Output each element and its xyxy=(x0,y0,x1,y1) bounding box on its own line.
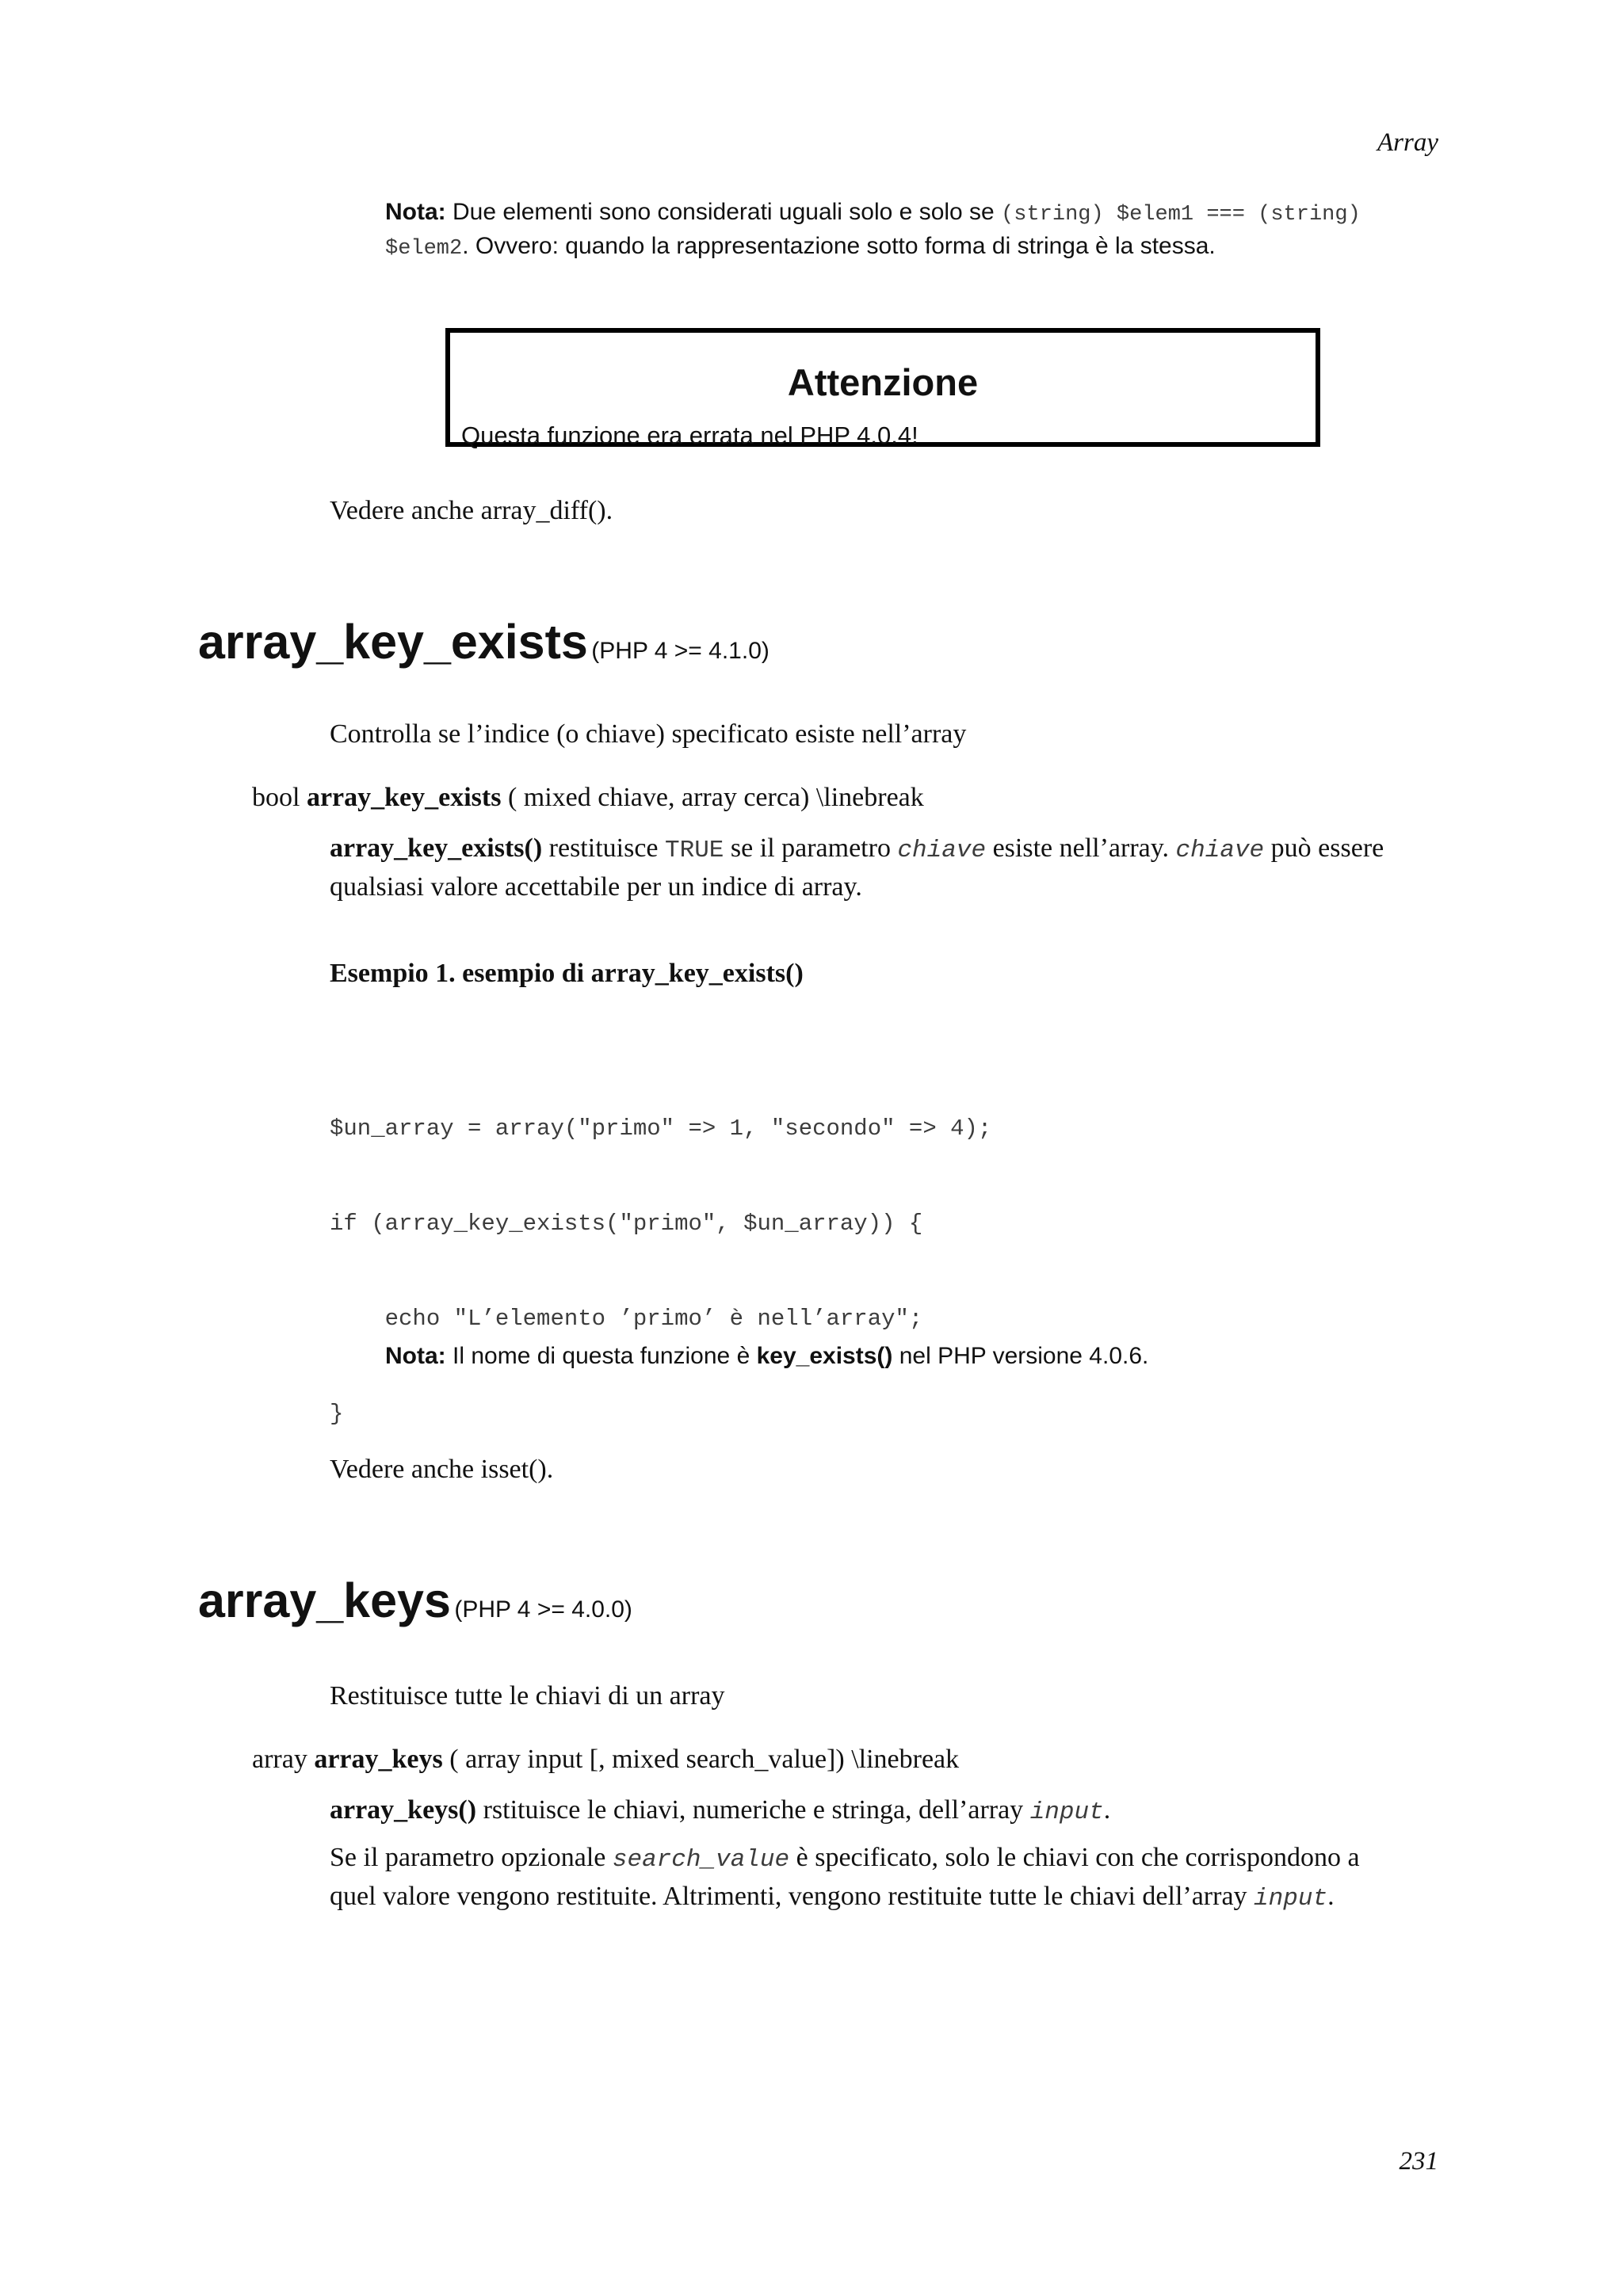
desc-text: . xyxy=(1103,1795,1111,1825)
desc-parameter: chiave xyxy=(1175,837,1265,864)
example-title: Esempio 1. esempio di array_key_exists() xyxy=(330,959,804,988)
synopsis-params: ( array input [, mixed search_value]) \linebreak xyxy=(449,1745,960,1774)
function-description xyxy=(330,830,1384,906)
desc-parameter: chiave xyxy=(897,837,987,864)
desc-text: può essere xyxy=(1270,833,1384,863)
desc-parameter: search_value xyxy=(612,1846,790,1874)
note-line-2 xyxy=(385,231,1361,265)
function-synopsis xyxy=(252,783,924,813)
desc-text: esiste nell’array. xyxy=(992,833,1170,863)
note-code: (string) $elem1 === (string) xyxy=(1001,203,1361,227)
code-line: echo "L’elemento ’primo’ è nell’array"; xyxy=(330,1306,923,1332)
desc-text: rstituisce le chiavi, numeriche e stringa, dell’array xyxy=(483,1795,1024,1825)
see-also-array-diff: Vedere anche array_diff(). xyxy=(330,496,613,525)
description-line-2 xyxy=(330,1878,1360,1917)
description-line-1 xyxy=(330,830,1384,869)
synopsis-return-type: array xyxy=(252,1745,307,1774)
function-name: array_keys xyxy=(198,1573,451,1627)
desc-text: se il parametro xyxy=(730,833,891,863)
desc-parameter: input xyxy=(1029,1798,1104,1826)
description-line-2: qualsiasi valore accettabile per un indice di array. xyxy=(330,872,862,902)
description-line-1 xyxy=(330,1840,1360,1878)
desc-text: restituisce xyxy=(548,833,659,863)
note-code: $elem2 xyxy=(385,237,463,261)
synopsis-function-name: array_keys xyxy=(314,1745,443,1774)
see-also-isset: Vedere anche isset(). xyxy=(330,1455,554,1484)
synopsis-params: ( mixed chiave, array cerca) \linebreak xyxy=(507,783,924,812)
code-example xyxy=(330,1050,991,1462)
function-name: array_key_exists xyxy=(198,615,588,669)
desc-function-name: array_keys() xyxy=(330,1795,477,1825)
code-line: $un_array = array("primo" => 1, "secondo" => 4); xyxy=(330,1116,992,1142)
warning-body: Questa funzione era errata nel PHP 4.0.4! xyxy=(461,421,918,449)
function-version: (PHP 4 >= 4.1.0) xyxy=(591,638,769,664)
function-version: (PHP 4 >= 4.0.0) xyxy=(454,1596,632,1623)
synopsis-return-type: bool xyxy=(252,783,300,812)
desc-text: . xyxy=(1327,1882,1335,1911)
note-function-name: key_exists() xyxy=(756,1343,893,1369)
desc-text: quel valore vengono restituite. Altrimenti, vengono restituite tutte le chiavi dell’array xyxy=(330,1882,1247,1911)
warning-box xyxy=(445,328,1320,447)
note-line-1 xyxy=(385,196,1361,231)
function-purpose: Restituisce tutte le chiavi di un array xyxy=(330,1681,725,1711)
function-purpose: Controlla se l’indice (o chiave) specificato esiste nell’array xyxy=(330,719,967,749)
function-heading xyxy=(198,1573,632,1628)
desc-constant: TRUE xyxy=(665,837,724,864)
function-synopsis xyxy=(252,1745,959,1775)
note-string-equality xyxy=(385,196,1361,265)
note-text: . Ovvero: quando la rappresentazione sotto forma di stringa è la stessa. xyxy=(462,233,1216,259)
synopsis-function-name: array_key_exists xyxy=(306,783,502,812)
function-description-search-value xyxy=(330,1840,1360,1917)
page-number: 231 xyxy=(1399,2147,1438,2176)
note-label: Nota: xyxy=(385,199,446,225)
note-label: Nota: xyxy=(385,1343,446,1369)
function-heading xyxy=(198,614,769,669)
code-line: if (array_key_exists("primo", $un_array)) { xyxy=(330,1211,923,1237)
note-key-exists xyxy=(385,1341,1148,1372)
desc-text: Se il parametro opzionale xyxy=(330,1843,606,1872)
running-header: Array xyxy=(1377,128,1438,157)
note-text: Il nome di questa funzione è xyxy=(453,1343,750,1369)
desc-text: è specificato, solo le chiavi con che corrispondono a xyxy=(796,1843,1360,1872)
function-description xyxy=(330,1792,1110,1831)
warning-title: Attenzione xyxy=(787,361,979,403)
desc-function-name: array_key_exists() xyxy=(330,833,543,863)
code-line: } xyxy=(330,1401,344,1427)
note-text: Due elementi sono considerati uguali solo e solo se xyxy=(453,199,995,225)
note-text: nel PHP versione 4.0.6. xyxy=(899,1343,1149,1369)
desc-parameter: input xyxy=(1254,1885,1328,1913)
